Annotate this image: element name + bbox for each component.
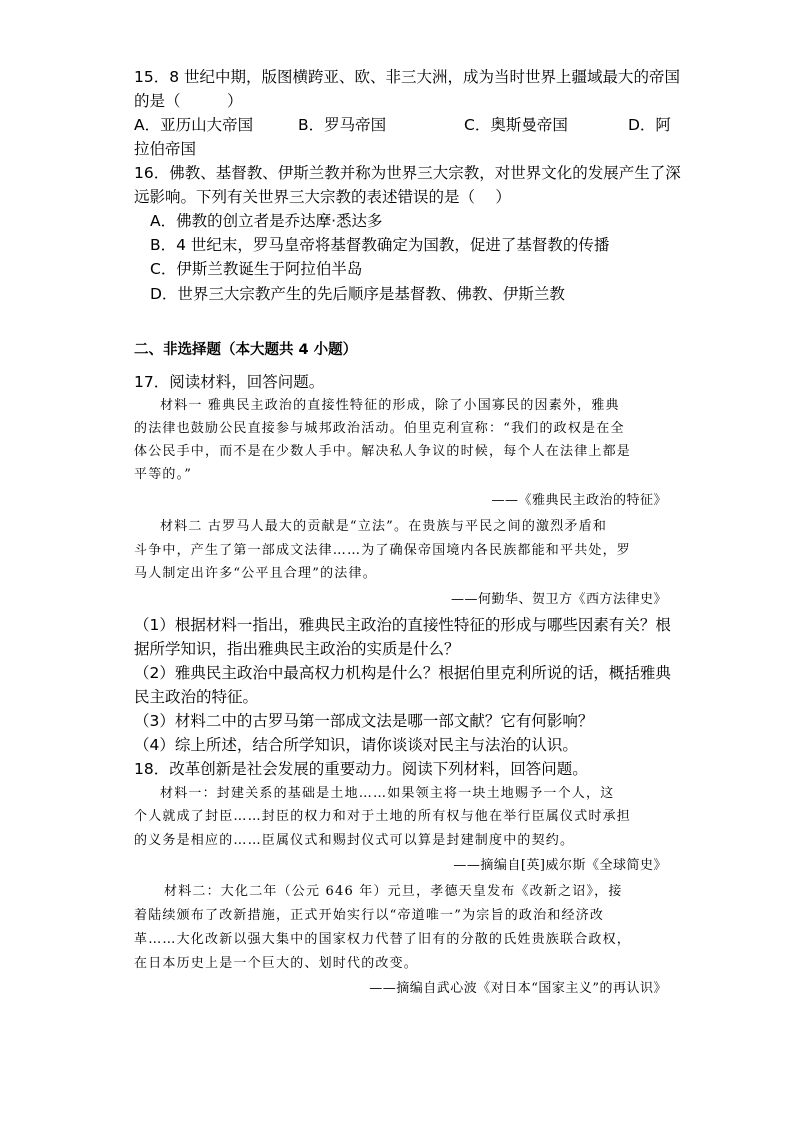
q17-material-2-line-3: 马人制定出许多“公平且合理”的法律。 (134, 566, 377, 581)
q18-material-2-source: ——摘编自武心波《对日本“国家主义”的再认识》 (369, 981, 667, 996)
q16-stem-line-1: 16．佛教、基督教、伊斯兰教并称为世界三大宗教，对世界文化的发展产生了深 (134, 164, 681, 182)
q17-sub-2-line-1: （2）雅典民主政治中最高权力机构是什么？根据伯里克利所说的话，概括雅典 (134, 664, 671, 682)
q18-material-2-line-4: 在日本历史上是一个巨大的、划时代的改变。 (134, 956, 419, 971)
q17-material-1-source: ——《雅典民主政治的特征》 (491, 493, 667, 508)
q18-stem: 18．改革创新是社会发展的重要动力。阅读下列材料，回答问题。 (134, 760, 588, 778)
q15-stem-line-2: 的是（ ） (134, 92, 243, 110)
q18-material-1-line-3: 的义务是相应的……臣属仪式和赐封仪式可以算是封建制度中的契约。 (134, 833, 575, 848)
q18-material-2-line-3: 革……大化改新以强大集中的国家权力代替了旧有的分散的氏姓贵族联合政权， (134, 932, 632, 947)
q17-material-1-line-2: 的法律也鼓励公民直接参与城邦政治活动。伯里克利宣称：“我们的政权是在全 (134, 421, 625, 436)
q17-sub-1-line-2: 据所学知识，指出雅典民主政治的实质是什么？ (134, 640, 460, 658)
q17-sub-2-line-2: 民主政治的特征。 (134, 688, 259, 706)
section-2-title: 二、非选择题（本大题共 4 小题） (134, 342, 358, 358)
q17-material-2-source: ——何勤华、贺卫方《西方法律史》 (450, 592, 667, 607)
q18-material-1-line-2: 个人就成了封臣……封臣的权力和对于土地的所有权与他在举行臣属仪式时承担 (134, 809, 632, 824)
q15-option-d: D．阿 (628, 116, 671, 134)
q17-material-1-line-1: 材料一 雅典民主政治的直接性特征的形成，除了小国寡民的因素外，雅典 (160, 398, 620, 413)
q15-option-d-continued: 拉伯帝国 (134, 140, 197, 158)
q17-sub-4: （4）综上所述，结合所学知识，请你谈谈对民主与法治的认识。 (134, 736, 578, 754)
q18-material-1-line-1: 材料一：封建关系的基础是土地……如果领主将一块土地赐予一个人，这 (160, 786, 615, 801)
q16-stem-line-2: 远影响。下列有关世界三大宗教的表述错误的是（ ） (134, 188, 511, 206)
q17-material-1-line-3: 体公民手中，而不是在少数人手中。解决私人争议的时候，每个人在法律上都是 (134, 444, 632, 459)
q16-option-c: C．伊斯兰教诞生于阿拉伯半岛 (150, 260, 363, 278)
q18-material-1-source: ——摘编自[英]威尔斯《全球简史》 (453, 858, 667, 873)
q18-material-2-line-2: 着陆续颁布了改新措施，正式开始实行以“帝道唯一”为宗旨的政治和经济改 (134, 908, 605, 923)
q15-option-c: C．奥斯曼帝国 (464, 116, 568, 134)
q17-sub-1-line-1: （1）根据材料一指出，雅典民主政治的直接性特征的形成与哪些因素有关？根 (134, 616, 671, 634)
q17-material-2-line-1: 材料二 古罗马人最大的贡献是“立法”。在贵族与平民之间的激烈矛盾和 (160, 519, 608, 534)
q15-option-b: B．罗马帝国 (298, 116, 387, 134)
q16-option-b: B．4 世纪末，罗马皇帝将基督教确定为国教，促进了基督教的传播 (150, 236, 610, 254)
q15-option-a: A．亚历山大帝国 (134, 116, 254, 134)
q16-option-a: A．佛教的创立者是乔达摩·悉达多 (150, 212, 383, 230)
q18-material-2-line-1: 材料二：大化二年（公元 646 年）元旦，孝德天皇发布《改新之诏》，接 (164, 884, 623, 899)
q17-sub-3: （3）材料二中的古罗马第一部成文法是哪一部文献？它有何影响？ (134, 712, 594, 730)
q15-stem-line-1: 15．8 世纪中期，版图横跨亚、欧、非三大洲，成为当时世界上疆域最大的帝国 (134, 68, 681, 86)
q16-option-d: D．世界三大宗教产生的先后顺序是基督教、佛教、伊斯兰教 (150, 285, 565, 303)
q17-stem: 17．阅读材料，回答问题。 (134, 373, 325, 391)
q17-material-2-line-2: 斗争中，产生了第一部成文法律……为了确保帝国境内各民族都能和平共处，罗 (134, 543, 632, 558)
q17-material-1-line-4: 平等的。” (134, 467, 193, 482)
